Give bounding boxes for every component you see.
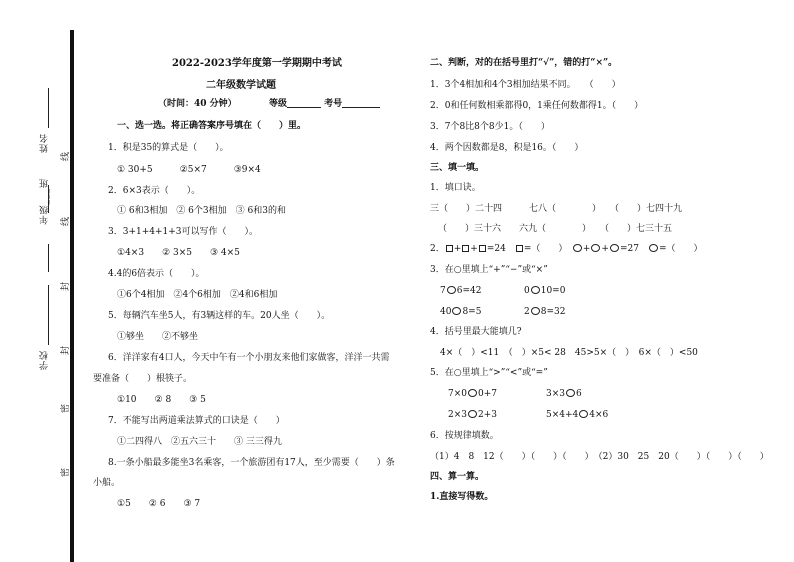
section1-heading: 一、选一选。将正确答案序号填在（ ）里。 [117, 121, 307, 131]
fill-q2-text: 2． [430, 244, 445, 254]
calc-q1-title: 1.直接写得数。 [430, 492, 494, 502]
grade-label: 等级 [268, 99, 287, 109]
fill-q5-row [448, 389, 497, 400]
circle-blank[interactable] [447, 286, 456, 294]
expr-text: 7×0 [448, 389, 467, 399]
question-line: 2．6×3表示（ ）。 [108, 186, 201, 196]
question-line: 8.一条小船最多能坐3名乘客，一个旅游团有17人，至少需要（ ）条 [108, 458, 395, 468]
binding-bar [70, 30, 74, 562]
expr-text: 2×3 [448, 410, 467, 420]
fill-q5-row [546, 410, 608, 421]
circle-blank[interactable] [649, 244, 658, 252]
name-label: 姓名 [40, 133, 50, 153]
fill-q6-title: 6．按规律填数。 [430, 431, 499, 441]
expr-text: 0+7 [478, 389, 497, 399]
fill-q3-row [524, 286, 565, 297]
seal-char: 密 [61, 403, 72, 414]
fill-q3-title: 3．在○里填上“+”“−”或“×” [430, 265, 548, 275]
circle-blank[interactable] [566, 389, 575, 397]
school-underline [48, 285, 49, 345]
name-underline [48, 88, 49, 128]
school-label: 学校 [40, 350, 50, 370]
options-line: ①5 ② 6 ③ 7 [117, 499, 201, 509]
fill-q4-title: 4．括号里最大能填几? [430, 327, 522, 337]
fill-q2-text: + [453, 244, 462, 254]
options-line: ①二四得八 ②五六三十 ③ 三三得九 [117, 437, 282, 447]
fill-q3-row [524, 307, 565, 318]
judge-item: 4．两个因数都是8，积是16。（ ） [430, 143, 584, 153]
fill-q4-row: 4×（ ）<11 （ ）×5< 28 45>5×（ ） 6×（ ）<50 [440, 348, 698, 358]
options-line: ①够坐 ②不够坐 [117, 332, 199, 342]
question-line: 3．3+1+4+1+3可以写作（ ）。 [108, 227, 259, 237]
fill-q2-text: =24 [486, 244, 515, 254]
expr-text: 10=0 [540, 286, 566, 296]
number-field[interactable] [342, 98, 380, 108]
square-box [516, 245, 523, 252]
fill-q2-text: =27 [619, 244, 648, 254]
fill-q1-row: 三（ ）二十四 七八（ ） （ ）七四十九 [430, 204, 683, 214]
number-label: 考号 [324, 99, 343, 109]
options-line: ①6个4相加 ②4个6相加 ②4和6相加 [117, 290, 278, 300]
circle-blank[interactable] [579, 410, 588, 418]
fill-q2 [430, 244, 703, 255]
circle-blank[interactable] [591, 244, 600, 252]
circle-blank[interactable] [610, 244, 619, 252]
fill-q1-title: 1．填口诀。 [430, 183, 481, 193]
seal-char: 线 [61, 216, 72, 227]
expr-text: 5×4+4 [546, 410, 579, 420]
fill-q5-row [546, 389, 582, 400]
fill-q3-row [440, 286, 481, 297]
options-line: ① 30+5 ②5×7 ③9×4 [117, 165, 261, 175]
class-label [38, 178, 51, 225]
expr-text: 6=42 [456, 286, 482, 296]
fill-q5-title: 5．在○里填上“>”“<”或“=” [430, 368, 548, 378]
grade-field[interactable] [287, 98, 321, 108]
options-line: ①4×3 ② 3×5 ③ 4×5 [117, 248, 240, 258]
expr-text: 2+3 [478, 410, 497, 420]
expr-text: 7 [440, 286, 446, 296]
expr-text: 8=32 [540, 307, 566, 317]
fill-q2-text: + [601, 244, 609, 254]
section4-heading: 四、算一算。 [430, 472, 485, 482]
fill-q2-text: + [582, 244, 591, 254]
fill-q1-row: （ ）三十六 六九（ ） （ ）七三十五 [438, 224, 673, 234]
square-box [462, 245, 469, 252]
expr-text: 40 [440, 307, 452, 317]
exam-title: 2022-2023学年度第一学期期中考试 [172, 58, 342, 69]
circle-blank[interactable] [573, 244, 582, 252]
expr-text: 0 [524, 286, 530, 296]
expr-text: 6 [576, 389, 582, 399]
fill-q2-text: =（ ） [523, 244, 572, 254]
class-underline-2 [48, 244, 49, 272]
question-line: 要准备（ ）根筷子。 [93, 374, 193, 384]
judge-item: 2．0和任何数相乘都得0，1乘任何数都得1。（ ） [430, 101, 644, 111]
circle-blank[interactable] [531, 307, 540, 315]
options-line: ① 6和3相加 ② 6个3相加 ③ 6和3的和 [117, 206, 286, 216]
fill-q2-text: =（ ） [658, 244, 703, 254]
seal-char: 封 [61, 281, 72, 292]
square-box [446, 245, 453, 252]
fill-q3-row [440, 307, 481, 318]
circle-blank[interactable] [452, 307, 461, 315]
exam-meta [158, 98, 380, 110]
fill-q2-text: + [470, 244, 478, 254]
section2-heading: 二、判断，对的在括号里打“√”，错的打“×”。 [430, 58, 618, 68]
options-line: ①10 ② 8 ③ 5 [117, 395, 206, 405]
judge-item: 3．7个8比8个8少1。（ ） [430, 122, 550, 132]
circle-blank[interactable] [468, 389, 477, 397]
question-line: 小船。 [93, 478, 121, 488]
question-line: 1．积是35的算式是（ ）。 [108, 143, 229, 153]
time-label: （时间：40 分钟） [158, 99, 237, 109]
expr-text: 3×3 [546, 389, 565, 399]
question-line: 6．洋洋家有4口人，今天中午有一个小朋友来他们家做客，洋洋一共需 [108, 353, 390, 363]
expr-text: 2 [524, 307, 530, 317]
expr-text: 8=5 [462, 307, 482, 317]
question-line: 5．每辆汽车坐5人，有3辆这样的车。20人坐（ ）。 [108, 311, 331, 321]
judge-item: 1．3个4相加和4个3相加结果不同。 （ ） [430, 80, 621, 90]
circle-blank[interactable] [468, 410, 477, 418]
seal-char: 线 [61, 151, 72, 162]
question-line: 7．不能写出两道乘法算式的口诀是（ ） [108, 416, 285, 426]
fill-q6-row: （1）4 8 12（ ）（ ）（ ） （2）30 25 20（ ）（ ）（ ） [430, 452, 769, 462]
question-line: 4.4的6倍表示（ ）。 [108, 269, 205, 279]
expr-text: 4×6 [589, 410, 609, 420]
subject-title: 二年级数学试题 [206, 80, 276, 91]
square-box [479, 245, 486, 252]
seal-char: 密 [61, 467, 72, 478]
fill-q5-row [448, 410, 497, 421]
seal-char: 封 [61, 345, 72, 356]
class-label-text: 年级___班 [40, 178, 50, 225]
circle-blank[interactable] [531, 286, 540, 294]
section3-heading: 三、填一填。 [430, 163, 485, 173]
